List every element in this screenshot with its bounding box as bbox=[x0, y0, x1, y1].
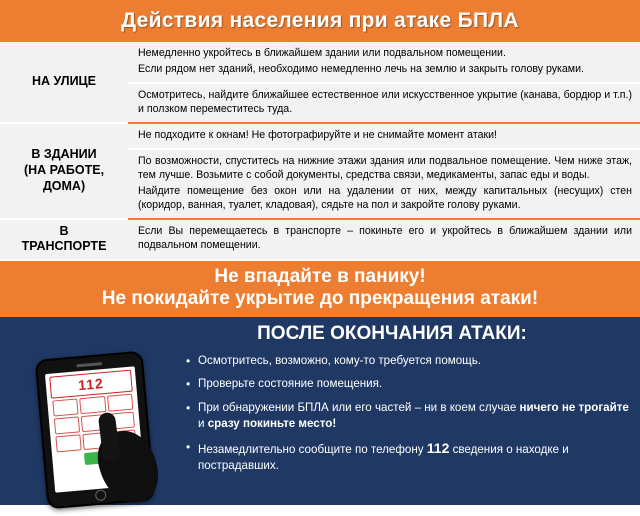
instruction-paragraph: Осмотритесь, найдите ближайшее естественное или искусственное укрытие (канава, бордюр и т.п.) и ползком переместитесь туда. bbox=[138, 88, 632, 115]
phone-illustration-wrap bbox=[10, 351, 180, 505]
keypad-key bbox=[55, 434, 82, 452]
category-building bbox=[0, 123, 128, 219]
table-row bbox=[0, 123, 640, 149]
instruction-paragraph: Если рядом нет зданий, необходимо немедленно лечь на землю и закрыть голову руками. bbox=[138, 62, 584, 75]
category-street: НА УЛИЦЕ bbox=[0, 42, 128, 123]
smartphone-icon bbox=[35, 350, 156, 509]
phone-speaker bbox=[76, 362, 102, 367]
instruction-paragraph: Немедленно укройтесь в ближайшем здании или подвальном помещении. bbox=[138, 47, 506, 59]
after-attack-body bbox=[0, 345, 640, 505]
list-item bbox=[186, 353, 634, 370]
bullet-dot-icon: • bbox=[186, 353, 191, 368]
bullet-dot-icon: • bbox=[186, 439, 191, 454]
bullet-text: Осмотритесь, возможно, кому-то требуется помощь. bbox=[198, 353, 481, 367]
bullet-text-strong: сразу покиньте место! bbox=[207, 416, 337, 430]
bullet-text-part: сведения о находке и пострадавших. bbox=[198, 442, 569, 473]
after-attack-bullets bbox=[180, 351, 634, 481]
instruction-paragraph: По возможности, спуститесь на нижние этажи здания или подвальное помещение. Чем ниже этаж, тем лучше. Возьмите с собой документы, средства связи, медикаменты, запас еды и воды. bbox=[138, 154, 632, 181]
instruction-cell bbox=[128, 123, 640, 149]
list-item bbox=[186, 376, 634, 393]
after-attack-block bbox=[0, 317, 640, 505]
list-item bbox=[186, 439, 634, 474]
bullet-text-part: Незамедлительно сообщите по телефону bbox=[198, 442, 427, 456]
emergency-number: 112 bbox=[77, 374, 105, 393]
keypad-key bbox=[80, 396, 107, 414]
instruction-cell bbox=[128, 42, 640, 83]
warning-band bbox=[0, 261, 640, 317]
bullet-dot-icon: • bbox=[186, 400, 191, 415]
bullet-text-part: При обнаружении БПЛА или его частей – ни в коем случае bbox=[198, 400, 520, 414]
bullet-text-strong: ничего не трогайте bbox=[519, 400, 629, 414]
after-attack-title: ПОСЛЕ ОКОНЧАНИЯ АТАКИ: bbox=[257, 322, 527, 344]
bullet-text bbox=[198, 400, 634, 432]
phone-home-button-icon bbox=[95, 489, 107, 501]
instruction-cell bbox=[128, 83, 640, 123]
category-building-label: В ЗДАНИИ (НА РАБОТЕ, ДОМА) bbox=[23, 147, 105, 193]
table-row bbox=[0, 42, 640, 83]
list-item bbox=[186, 400, 634, 432]
bullet-dot-icon: • bbox=[186, 377, 191, 392]
instructions-table bbox=[0, 42, 640, 261]
instruction-cell bbox=[128, 149, 640, 219]
warning-line-1: Не впадайте в панику! bbox=[214, 265, 426, 287]
page-title: Действия населения при атаке БПЛА bbox=[121, 9, 519, 32]
poster-title-bar bbox=[0, 0, 640, 42]
instruction-paragraph: Если Вы перемещаетесь в транспорте – покиньте его и укройтесь в ближайшем здании или подвальном помещении. bbox=[138, 225, 632, 252]
emergency-number-inline: 112 bbox=[426, 439, 450, 456]
instruction-cell bbox=[128, 219, 640, 260]
bullet-text-part: и bbox=[198, 416, 208, 430]
warning-line-2: Не покидайте укрытие до прекращения атаки! bbox=[101, 287, 539, 309]
keypad-key bbox=[107, 393, 134, 411]
table-row bbox=[0, 219, 640, 260]
bullet-text: Проверьте состояние помещения. bbox=[198, 377, 383, 391]
instruction-paragraph: Найдите помещение без окон или на удалении от них, между капитальных (несущих) стен (коридор, ванная, туалет, кладовая), сядьте на пол и закройте голову руками. bbox=[138, 184, 632, 211]
bullet-text bbox=[198, 439, 634, 474]
category-transport: В ТРАНСПОРТЕ bbox=[0, 219, 128, 260]
instruction-paragraph: Не подходите к окнам! Не фотографируйте и не снимайте момент атаки! bbox=[138, 128, 497, 141]
keypad-key bbox=[52, 398, 79, 416]
keypad-key bbox=[54, 416, 81, 434]
